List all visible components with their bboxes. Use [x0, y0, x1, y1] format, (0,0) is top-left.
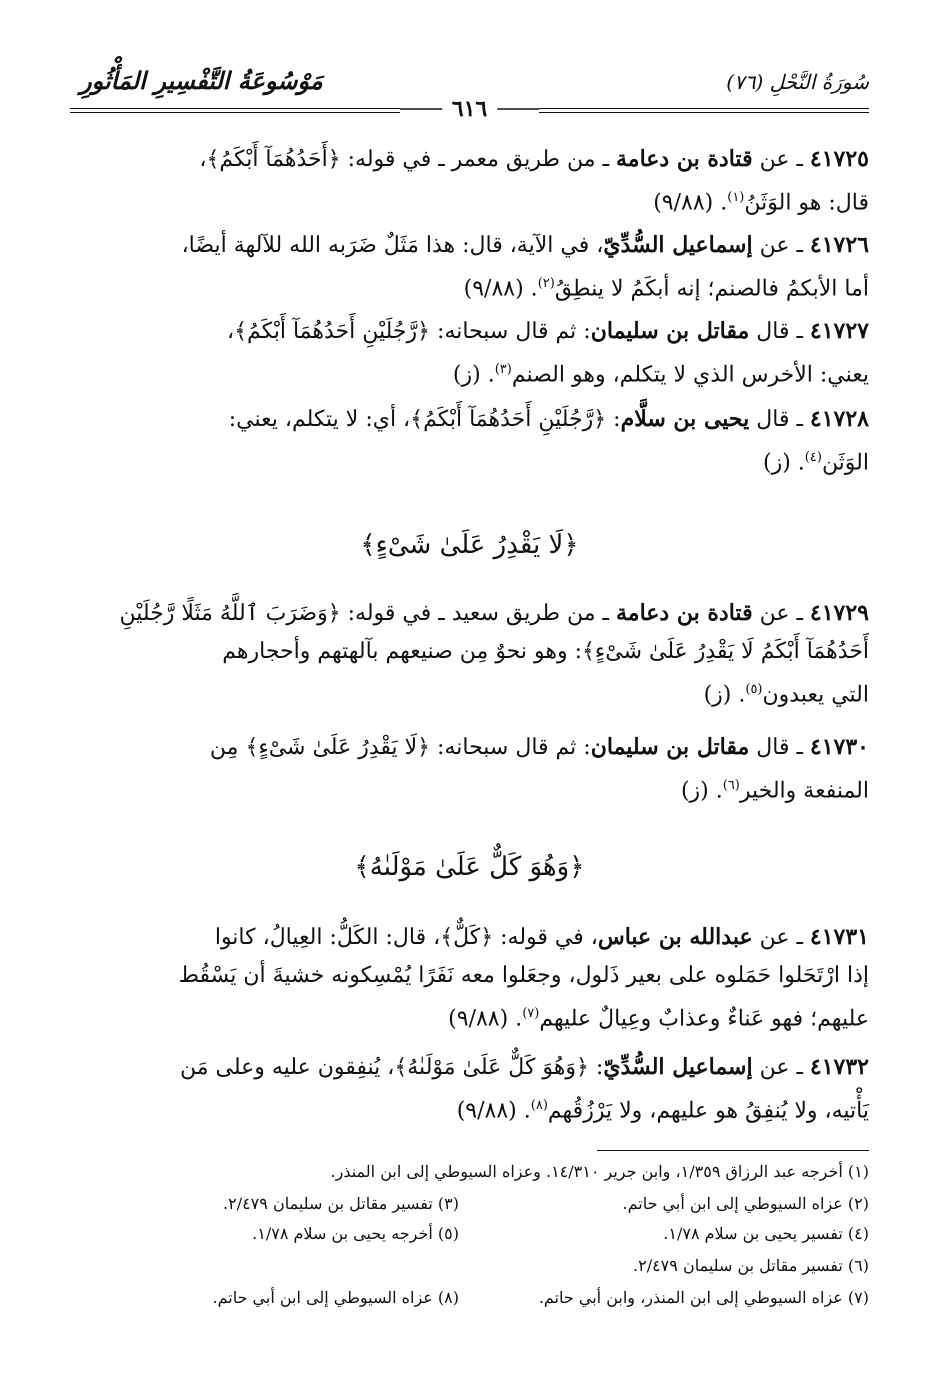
volume-ref: . (ز) — [703, 682, 746, 708]
entry-text: يَأْتيه، ولا يُنفِقُ هو عليهم، ولا يَرْزُقُهم — [547, 1098, 869, 1124]
footnote-marker: (١) — [727, 190, 745, 205]
entry-text: ـ من طريق معمر ـ في قوله: — [347, 147, 610, 172]
quran-quote: ﴿وَضَرَبَ ٱللَّهُ مَثَلًا رَّجُلَيْنِ — [119, 601, 341, 626]
footnote-6: (٦) تفسير مقاتل بن سليمان ٢/٤٧٩. — [633, 1256, 869, 1275]
entry-text: يعني: الأخرس الذي لا يتكلم، وهو الصنم — [511, 362, 869, 388]
entry-line — [69, 226, 869, 265]
entry-line — [69, 351, 869, 394]
footnote-marker: (٨) — [530, 1098, 548, 1113]
section-heading: ﴿وَهُوَ كَلٌّ عَلَىٰ مَوْلَىٰهُ﴾ — [354, 852, 585, 882]
section-heading: ﴿لَا يَقْدِرُ عَلَىٰ شَىْءٍ﴾ — [360, 530, 579, 560]
footnote-4: (٤) تفسير يحيى بن سلام ١/٧٨. — [663, 1224, 869, 1243]
entry-text: ـ قال — [756, 407, 803, 432]
entry-line — [69, 633, 869, 671]
entry-line — [69, 728, 869, 767]
entry-text: ، أي: لا يتكلم، يعني: — [228, 407, 411, 432]
footnote-3: (٣) تفسير مقاتل بن سليمان ٢/٤٧٩. — [223, 1194, 459, 1213]
quran-quote: ﴿رَّجُلَيْنِ أَحَدُهُمَآ أَبْكَمُ﴾ — [410, 407, 607, 432]
entry-number: ٤١٧٢٨ — [809, 406, 869, 432]
entry-text: ، يُنفِقون عليه وعلى مَن — [180, 1055, 395, 1080]
entry-text: ـ عن — [759, 1055, 803, 1080]
quran-quote: ﴿لَا يَقْدِرُ عَلَىٰ شَىْءٍ﴾ — [245, 735, 431, 760]
entry-line — [69, 671, 869, 714]
volume-ref: . (٩/٨٨) — [448, 1006, 523, 1032]
entry-text: : — [613, 407, 621, 432]
narrator-name: عبدالله بن عباس — [597, 924, 753, 950]
entry-text: الوَثَن — [821, 450, 869, 476]
footnote-2: (٢) عزاه السيوطي إلى ابن أبي حاتم. — [622, 1194, 869, 1213]
entry-line — [69, 995, 869, 1038]
entry-line — [69, 265, 869, 308]
entry-number: ٤١٧٢٥ — [809, 146, 869, 172]
entry-text: ـ عن — [759, 147, 803, 172]
footnote-5: (٥) أخرجه يحيى بن سلام ١/٧٨. — [252, 1224, 459, 1243]
entry-41727 — [69, 312, 869, 394]
entry-41728 — [69, 400, 869, 482]
narrator-name: إسماعيل السُّدِّيّ — [603, 1054, 753, 1080]
footnote-7: (٧) عزاه السيوطي إلى ابن المنذر، وابن أبي حاتم. — [538, 1288, 869, 1307]
narrator-name: يحيى بن سلَّام — [620, 406, 750, 432]
entry-number: ٤١٧٣٢ — [809, 1054, 869, 1080]
entry-text: المنفعة والخير — [739, 778, 869, 804]
footnote-marker: (٢) — [537, 276, 555, 291]
entry-41725 — [69, 140, 869, 222]
entry-line — [69, 312, 869, 351]
entry-line — [69, 767, 869, 810]
entry-text: عليهم؛ فهو عَناءٌ وعذابٌ وعِيالٌ عليهم — [539, 1006, 869, 1032]
entry-text: ، في الآية، قال: هذا مَثَلٌ ضَرَبه الله للآلهة أيضًا، — [181, 233, 604, 258]
entry-line — [69, 918, 869, 957]
entry-text: ـ عن — [759, 233, 803, 258]
footnote-marker: (٤) — [804, 450, 822, 465]
entry-text: أما الأبكمُ فالصنم؛ إنه أبكَمُ لا ينطِقُ — [554, 276, 869, 302]
quran-quote: ﴿وَهُوَ كَلٌّ عَلَىٰ مَوْلَىٰهُ﴾ — [394, 1055, 589, 1080]
narrator-name: مقاتل بن سليمان — [590, 734, 750, 760]
surah-title: سُورَةُ النَّحْلِ (٧٦) — [726, 70, 869, 94]
entry-text: ـ عن — [759, 601, 803, 626]
entry-text: ـ قال — [756, 735, 803, 760]
entry-line — [69, 140, 869, 179]
entry-41726 — [69, 226, 869, 308]
entry-text: ، قال: الكَلُّ: العِيالُ، كانوا — [214, 925, 441, 950]
entry-number: ٤١٧٢٩ — [809, 600, 869, 626]
entry-number: ٤١٧٢٦ — [809, 232, 869, 258]
entry-line — [69, 957, 869, 995]
entry-text: ـ من طريق سعيد ـ في قوله: — [347, 601, 610, 626]
entry-text: ـ قال — [756, 319, 803, 344]
entry-line — [69, 1048, 869, 1087]
footnote-marker: (٧) — [522, 1006, 540, 1021]
footnote-1: (١) أخرجه عبد الرزاق ١/٣٥٩، وابن جرير ١٤/٣١٠. وعزاه السيوطي إلى ابن المنذر. — [330, 1162, 869, 1181]
volume-ref: . (٩/٨٨) — [463, 276, 538, 302]
entry-text: ، — [226, 319, 235, 344]
entry-text: مِن — [209, 735, 239, 760]
entry-text: : ثم قال سبحانه: — [437, 735, 591, 760]
entry-text: ـ عن — [759, 925, 803, 950]
entry-text: : ثم قال سبحانه: — [437, 319, 591, 344]
footnote-marker: (٥) — [745, 682, 763, 697]
entry-line — [69, 439, 869, 482]
entry-text: قال: هو الوَثَنُ — [744, 190, 869, 216]
entry-number: ٤١٧٢٧ — [809, 318, 869, 344]
narrator-name: إسماعيل السُّدِّيّ — [603, 232, 753, 258]
footnote-rule — [597, 1150, 869, 1151]
entry-text: ، — [199, 147, 207, 172]
entry-41730 — [69, 728, 869, 810]
page-number: ٦١٦ — [442, 96, 497, 122]
book-title: مَوْسُوعَةُ التَّفْسِيرِ المَأْثُورِ — [80, 66, 323, 95]
entry-line — [69, 594, 869, 633]
entry-41731 — [69, 918, 869, 1038]
entry-text: إذا ارْتَحَلوا حَمَلوه على بعير ذَلول، وجعَلوا معه نَفَرًا يُمْسِكونه خشيةَ أن يَسْقُط — [178, 963, 869, 988]
entry-line — [69, 1087, 869, 1130]
footnote-marker: (٦) — [722, 778, 740, 793]
entry-text: التي يعبدون — [762, 682, 869, 708]
volume-ref: . (ز) — [452, 362, 495, 388]
volume-ref: . (٩/٨٨) — [456, 1098, 531, 1124]
quran-quote: ﴿أَحَدُهُمَآ أَبْكَمُ﴾ — [206, 147, 341, 172]
volume-ref: . (ز) — [680, 778, 723, 804]
quran-quote: ﴿كَلٌّ﴾ — [440, 925, 494, 950]
footnote-8: (٨) عزاه السيوطي إلى ابن أبي حاتم. — [212, 1288, 459, 1307]
entry-41732 — [69, 1048, 869, 1130]
narrator-name: قتادة بن دعامة — [616, 146, 753, 172]
entry-text: ، في قوله: — [500, 925, 598, 950]
entry-text: : وهو نحوٌ مِن صنيعهم بآلهتهم وأحجارهم — [222, 639, 582, 664]
entry-line — [69, 179, 869, 222]
entry-line — [69, 400, 869, 439]
page-header — [70, 58, 869, 122]
entry-number: ٤١٧٣١ — [809, 924, 869, 950]
quran-quote: أَحَدُهُمَآ أَبْكَمُ لَا يَقْدِرُ عَلَىٰ شَىْءٍ﴾ — [582, 639, 869, 664]
quran-quote: ﴿رَّجُلَيْنِ أَحَدُهُمَآ أَبْكَمُ﴾ — [234, 319, 431, 344]
entry-text: : — [595, 1055, 604, 1080]
entry-41729 — [69, 594, 869, 714]
narrator-name: قتادة بن دعامة — [616, 600, 753, 626]
footnote-marker: (٣) — [494, 362, 512, 377]
entry-number: ٤١٧٣٠ — [809, 734, 869, 760]
volume-ref: . (٩/٨٨) — [653, 190, 728, 216]
volume-ref: . (ز) — [763, 450, 805, 476]
narrator-name: مقاتل بن سليمان — [590, 318, 750, 344]
